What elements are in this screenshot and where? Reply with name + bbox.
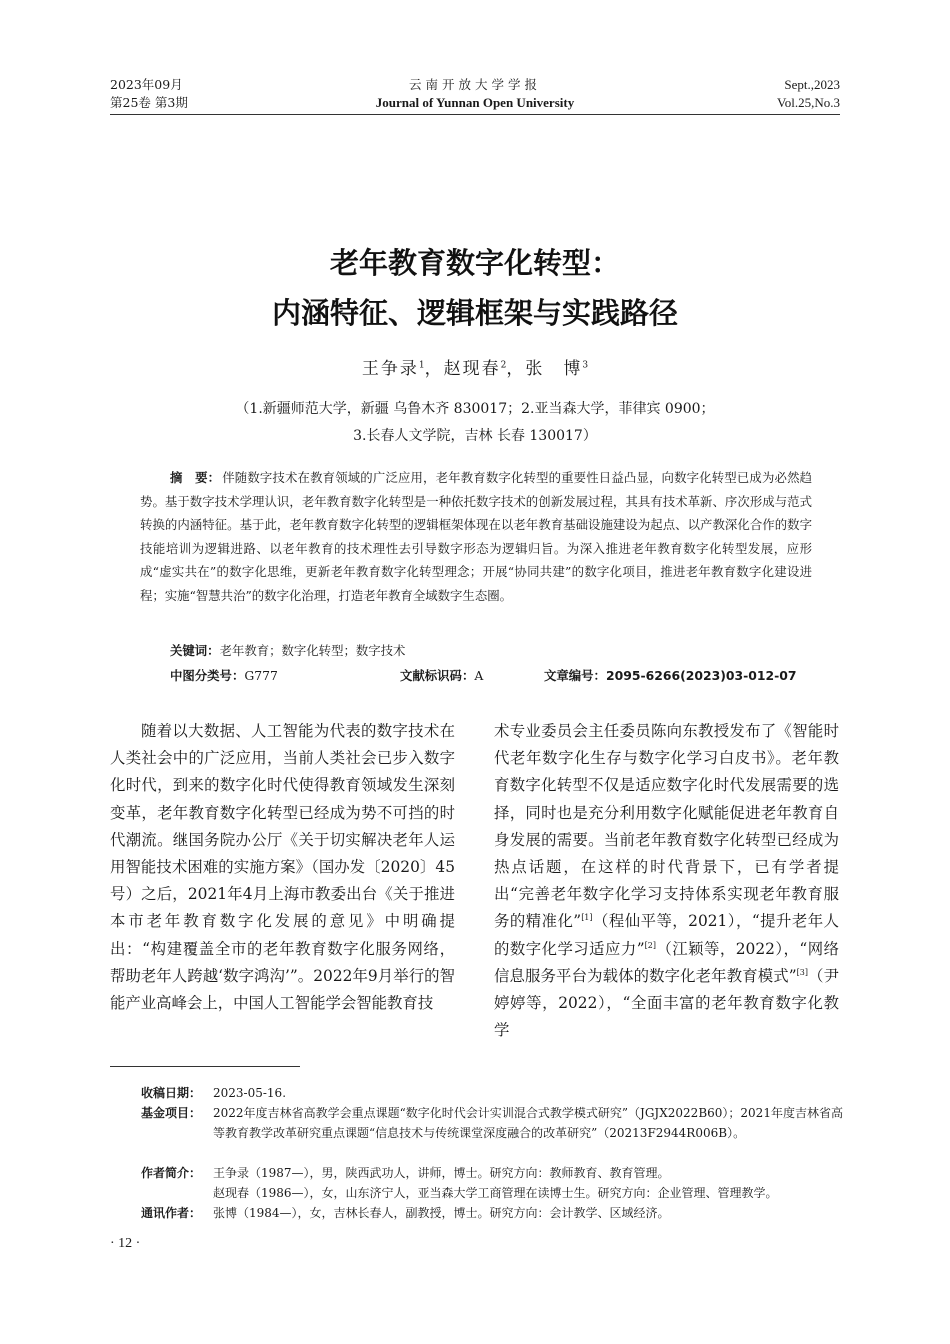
header-date-en: Sept.,2023 (784, 77, 840, 92)
footnote-rule (110, 1066, 300, 1067)
fund-value: 2022年度吉林省高教学会重点课题“数字化时代会计实训混合式教学模式研究”（JGJX2022B60）；2021年度吉林省高等教育教学改革研究重点课题“信息技术与传统课堂深度融合的改革研究”（20213F2944R006B）。 (213, 1106, 843, 1140)
article-number-value: 2095-6266(2023)03-012-07 (605, 668, 797, 683)
header-journal (300, 76, 650, 112)
abstract-text: 伴随数字技术在教育领域的广泛应用，老年教育数字化转型的重要性日益凸显，向数字化转型已成为必然趋势。基于数字技术学理认识，老年教育数字化转型是一种依托数字技术的创新发展过程，其具有技术革新、序次形成与范式转换的内涵特征。基于此，老年教育数字化转型的逻辑框架体现在以老年教育基础设施建设为起点、以产教深化合作的数字技能培训为逻辑进路、以老年教育的技术理性去引导数字形态为逻辑归旨。为深入推进老年教育数字化转型发展，应形成“虚实共在”的数字化思维，更新老年教育数字化转型理念；开展“协同共建”的数字化项目，推进老年教育数字化建设进程；实施“智慧共治”的数字化治理，打造老年教育全域数字生态圈。 (140, 470, 813, 603)
received-value: 2023-05-16. (213, 1086, 287, 1100)
body-right-column (494, 718, 839, 1044)
doc-code (400, 665, 483, 687)
author-affil-mark: 1 (418, 360, 425, 371)
citation-ref[interactable]: [3] (796, 967, 808, 977)
title-line-1: 老年教育数字化转型： (329, 246, 620, 280)
clc-value: G777 (244, 668, 278, 683)
footnote-received (141, 1084, 841, 1104)
affiliation-line-1: （1.新疆师范大学，新疆 乌鲁木齐 830017；2.亚当森大学，菲律宾 0900； (235, 401, 715, 417)
doc-label: 文献标识码： (400, 668, 475, 683)
keywords-label: 关键词： (170, 643, 220, 658)
author-list: 王争录$^1$，赵现春$^2$，张 博$^3$ (361, 359, 589, 379)
affiliations (110, 396, 840, 450)
author-bio-2: 赵现春（1986—），女，山东济宁人，亚当森大学工商管理在读博士生。研究方向：企业管理、管理教学。 (213, 1185, 778, 1200)
keywords-text: 老年教育；数字化转型；数字技术 (219, 643, 406, 658)
affiliation-line-2: 3.长春人文学院，吉林 长春 130017） (353, 428, 597, 444)
author-name: 王争录 (361, 359, 419, 379)
author-name: 赵现春 (443, 359, 501, 379)
journal-name-cn: 云南开放大学学报 (408, 77, 541, 92)
author-affil-mark: 3 (582, 360, 589, 371)
abstract (140, 466, 812, 608)
title-line-2: 内涵特征、逻辑框架与实践路径 (271, 296, 678, 330)
body-text: （程仙平等，2021），“提升老年人的数字化学习适应力” (494, 912, 840, 958)
page-number: · 12 · (110, 1236, 141, 1251)
author-bio (213, 1164, 843, 1203)
footnote-fund (141, 1104, 841, 1164)
footnote-authors (141, 1164, 841, 1204)
corresponding-label: 通讯作者： (141, 1206, 202, 1220)
author-affil-mark: 2 (500, 360, 507, 371)
received-label: 收稿日期： (141, 1086, 202, 1100)
fund-label: 基金项目： (141, 1106, 202, 1120)
abstract-label: 摘 要： (170, 470, 221, 485)
author-bio-1: 王争录（1987—），男，陕西武功人，讲师，博士。研究方向：教师教育、教育管理。 (213, 1166, 670, 1180)
keywords (170, 640, 405, 662)
clc-label: 中图分类号： (170, 668, 245, 683)
header-issue-en (777, 76, 840, 112)
header-rule (110, 114, 840, 115)
header-volume-en: Vol.25,No.3 (777, 95, 840, 110)
header-date-cn: 2023年09月 (110, 77, 183, 92)
article-number-label: 文章编号： (544, 668, 606, 683)
article-number (544, 665, 797, 687)
body-text: （尹婷婷等，2022），“全面丰富的老年教育数字化教学 (494, 966, 839, 1040)
body-text: 术专业委员会主任委员陈向东教授发布了《智能时代老年数字化生存与数字化学习白皮书》。老年教育数字化转型不仅是适应数字化时代发展需要的选择，同时也是充分利用数字化赋能促进老年教育自身发展的需要。当前老年教育数字化转型已经成为热点话题，在这样的时代背景下，已有学者提出“完善老年数字化学习支持体系实现老年教育服务的精准化” (494, 722, 839, 931)
body-left-column: 随着以大数据、人工智能为代表的数字技术在人类社会中的广泛应用，当前人类社会已步入数字化时代，到来的数字化时代使得教育领域发生深刻变革，老年教育数字化转型已经成为势不可挡的时代潮流。继国务院办公厅《关于切实解决老年人运用智能技术困难的实施方案》（国办发〔2020〕45号）之后，2021年4月上海市教委出台《关于推进本市老年教育数字化发展的意见》中明确提出：“构建覆盖全市的老年教育数字化服务网络，帮助老年人跨越‘数字鸿沟’”。2022年9月举行的智能产业高峰会上，中国人工智能学会智能教育技 (110, 722, 455, 1013)
citation-ref[interactable]: [2] (644, 940, 656, 950)
footnote-correspondence (141, 1204, 841, 1224)
header-volume-cn: 第25卷 第3期 (110, 95, 188, 110)
citation-ref[interactable]: [1] (581, 913, 593, 923)
clc-code (170, 665, 278, 687)
doc-value: A (474, 668, 484, 683)
author-name: 张 博 (525, 359, 583, 379)
header-issue-cn (110, 76, 188, 112)
author-bio-label: 作者简介： (141, 1166, 202, 1180)
body-text: （江颖等，2022），“网络信息服务平台为载体的数字化老年教育模式” (494, 939, 839, 985)
corresponding-value: 张博（1984—），女，吉林长春人，副教授，博士。研究方向：会计教学、区域经济。 (213, 1206, 670, 1220)
article-title (110, 238, 840, 338)
journal-name-en: Journal of Yunnan Open University (375, 95, 575, 110)
